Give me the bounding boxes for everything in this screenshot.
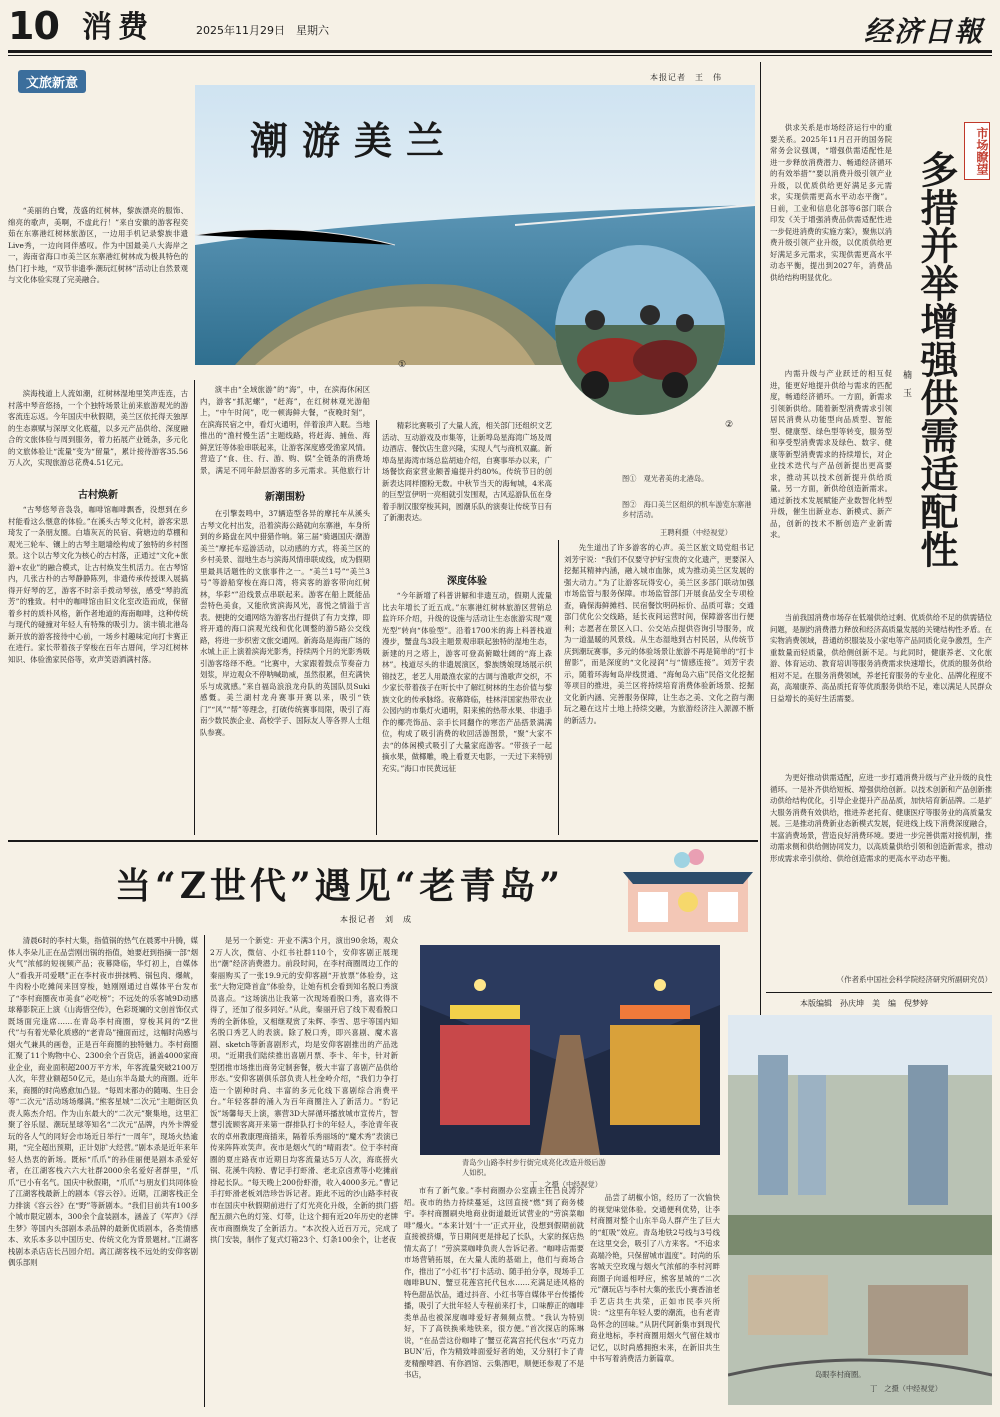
story1-subhead-3: 深度体验 bbox=[447, 576, 487, 587]
story1-subhead-2: 新潮围粉 bbox=[265, 492, 305, 503]
sidebar-para-4: 为更好推动供需适配，应进一步打通消费升级与产业升级的良性循环。一是补齐供给短板、增强供给创新。以技术创新和产品创新推动供给结构优化，引导企业提升产品品质，加快培育新品牌。二是扩大服务消费有效供给，推进养老托育、健康医疗等服务业的高质量发展。三是推动消费新业态新模式发展，促进线上线下消费深度融合，丰富消费场景，营造良好消费环境。要进一步完善供需对接机制，推动需求侧和供给侧协同发力，以高质量供给引领和创造新需求，推动形成需求牵引供给、供给创造需求的更高水平动态平衡。 bbox=[770, 773, 992, 863]
sidebar-para-1: 供求关系是市场经济运行中的重要关系。2025年11月召开的国务院常务会议强调，“增强供需适配性是进一步释放消费潜力、畅通经济循环的有效举措”“要以消费升级引领产业升级，以优质供给更好满足多元需求，实现供需更高水平动态平衡”。日前，工业和信息化部等6部门联合印发《关于增强消费品供需适配性进一步促进消费的实施方案》，聚焦以消费升级引领产业升级，以优质供给更好满足多元需求，实现供需更高水平动态平衡，提出到2027年，消费品供给结构明显优化。 bbox=[770, 123, 892, 282]
photo2-caption: 图② 海口美兰区组织的机车游览东寨港乡村活动。 bbox=[622, 500, 752, 519]
sidebar-tag: 市场瞭望 bbox=[964, 122, 990, 180]
story1-col3-body: “今年新增了科普讲解和非遗互动，假期人流量比去年增长了近五成。”东寨港红树林旅游区营销总监许环介绍，升级的设施与活动让生态旅游实现“观光型”转向“体验型”。沿着1700米的海上科普栈道漫步，蟹盘鸟3段主题景观串联起独特的湿地生态，新建的月之塔上，游客可登高俯瞰壮阔的“海上森林”。栈道尽头的非遗展演区，黎族绣娘现场展示织锦技艺，老艺人用最渔农家的古调与渔歌声交织，不少家长带着孩子在听长中了解红树林的生态价值与黎族文化的传承脉络。夜幕降临，桂林洋国家热带农业公园内的市集灯火通明，阳来熊的热带水果、非遗手作的椰壳饰品、亲手长同翻作的寒峦产品搭景满满位，构成了吸引消费的收回活游图景，“聚”大家不去“的体闲模式吸引了大量家庭游客。“带孩子一起摘水果，做椰雕，晚上看夏天电影，一天过下来特别充实。”海口市民黄远征 bbox=[382, 591, 552, 773]
col-divider bbox=[194, 380, 195, 835]
aerial-caption: 岛眼李村商圈。 bbox=[815, 1370, 866, 1379]
header-rule bbox=[8, 50, 992, 53]
page-number: 10 bbox=[8, 4, 59, 48]
story1-title: 潮游美兰 bbox=[250, 118, 459, 163]
issue-date: 2025年11月29日 星期六 bbox=[196, 24, 329, 37]
photo2-label: ② bbox=[725, 420, 734, 430]
story2-byline: 本报记者 刘 成 bbox=[340, 915, 412, 924]
section-title: 消费 bbox=[82, 10, 154, 45]
story1-intro: “美丽的白鹭，茂盛的红树林，黎族漂亮的服饰、绵亮的歌声，美啊，不虚此行！”来自安徽的游客程奕茹在东寨港红树林旅游区，一边用手机记录黎族非遗Live秀，一边向同伴感叹。作为中国最美八大海岸之一，海南省海口市美兰区东寨港红树林成为极具特色的热门打卡地，“双节非遗季·潮玩红树林”活动让自然景观与文化体验实现了完美融合。 bbox=[8, 206, 188, 284]
story1-col1-body: “古琴悠琴音袅袅，咖啡馆咖啡飘香，没想到在乡村能看这么惬意的体验。”在溪头古琴文化村，游客宋思琦发了一条朋友圈。白墙灰瓦的民宿、荷塘边的草棚和观光三轮车、镶上的古琴主题墙绘构成了独特的乡村图景。这个以古琴文化为核心的古村落，正通过“文化+旅游+农业”的融合模式，让古村焕发生机活力。在古琴馆内，几张古朴的古琴静静陈列，非遗传承传授课入展搞得开好琴的艺，游客不时亲手拨动琴弦，感受“琴韵流芳”的雅致。村中的咖啡馆由旧文化室改造而成，保留着乡村的质朴风格，新作者地道的海南咖啡，这种传统与现代的碰撞对年轻人有特殊的吸引力。演丰镇北港岛新开放的游客接待中心前，一场乡村趣味定向打卡赛正在进行。家长带着孩子穿梭在百年古厝间，学习红树林知识、体验渔家民俗等，欢声笑语洒满村落。 bbox=[8, 505, 188, 664]
newspaper-logo: 经济日報 bbox=[863, 15, 984, 48]
photo-credit: 王聘利摄（中经视觉） bbox=[660, 528, 732, 537]
photo-licun-aerial bbox=[728, 1015, 992, 1405]
story2-col4: 品尝了胡椒小馆，经历了一次愉快的视觉味觉体验。交通便利优势，让李村商圈对整个山东半岛人群产生了巨大的“虹吸”效应。青岛地铁2号线与3号线在这里交会，吸引了八方来客。“不追求高端冷艳，只保留城市温度”。时尚的乐客城天空玫瑰与烟火气浓郁的李村河畔商圈子向遥相呼应，熊客星城的“二次元”潮玩店与李村大集的张氏小赛香油老手艺店共生共荣，正如市民李兴所说：“这里有年轻人要的潮流，也有老青岛怀念的回味。”从阴代阿新集市到现代商业地标，李村商圈用烟火气留住城市记忆，以时尚感拥抱未来，在新旧共生中书写着消费活力新篇章。 bbox=[590, 1193, 720, 1363]
photo1-caption: 图① 观光者美的北港岛。 bbox=[622, 474, 709, 483]
sidebar-divider bbox=[760, 62, 761, 1067]
sidebar-para-2: 内需升级与产业跃迁的相互促进，能更好地提升供给与需求的匹配度，畅通经济循环。一方面，新需求引领新供给。随着新型消费需求引领居民消费从功能型向品质型、智能型、健康型、绿色型等转变，服务型和享受型消费需求及绿色、数字、健康等新型消费需求的持续增长，对企业技术迭代与产品创新提出更高要求，推动其以技术创新提升供给质量。另一方面，新供给创造新需求。通过新技术发展赋能产业数智化转型升级，催生出新业态、新模式、新产品，创新的技术不断创造产业新需求。 bbox=[770, 369, 892, 539]
sidebar-author: 楠 玉 bbox=[901, 370, 911, 397]
header-rule-thin bbox=[8, 55, 992, 56]
sidebar-author-note: （作者系中国社会科学院经济研究所副研究员） bbox=[836, 975, 992, 984]
col-divider bbox=[204, 935, 205, 1407]
sidebar-title: 多措并举增强供需适配性 bbox=[914, 150, 959, 568]
story1-byline: 本报记者 王 伟 bbox=[650, 73, 722, 82]
col-divider bbox=[558, 540, 559, 835]
photo-night-market bbox=[420, 945, 720, 1155]
column-tag: 文旅新意 bbox=[18, 70, 86, 93]
story1-subhead-1: 古村焕新 bbox=[78, 490, 118, 501]
aerial-credit: 丁 之摄（中经视觉） bbox=[870, 1384, 942, 1393]
story1-col2-body: 在引擎轰鸣中，37辆造型各异的摩托车从溪头古琴文化村出发，沿着滨海公路就向东寨港，车身所到的乡路盘在风中猎猎作响。第三届“骑遇国庆·潮游美兰”摩托车巡游活动，以动感的方式，将美兰区的乡村美景、湿地生态与滨海风情串联成线，成为假期里最具话题性的文旅事件之一。“美兰1号”“美兰3号”等游船穿梭在海口湾，将宾客的游客带向红树林，华彩“”沿线景点串联起来。游客在船上既能品尝特色美食，又能欣赏滨海风光，喜悦之情溢于言表。便捷的交通网络为游客出行提供了有力支撑，即将开通的海口滨观光线和优化调整的游5路公交线路，将进一步织密文旅交通网。新海岛是海南广场的水城上正上演着滨海光影秀，持续两个月的光影秀吸引游客络绎不绝。“比赛中，大家跟着鼓点节奏奋力划浆，岸边观众不停呐喊助威，虽然很累，但充满快乐与成就感。”来自福岛浪浪龙舟队的英国队员Suki感慨。美兰湖村龙舟赛事开赛以来，吸引“铁门”“风”“帮”等理念，打破传统赛事局限，吸引了海南少数民族企业、高校学子、国际友人等各界人士组队参赛。 bbox=[200, 509, 370, 737]
night-market-credit: 丁 之摄（中经视觉） bbox=[530, 1180, 602, 1189]
story1-col4-body: 先生道出了许多游客的心声。美兰区旅文局党组书记刘芳宇说：“我们不仅要守护好宝贵的文化遗产，更要深入挖掘其精神内涵，融入城市血脉，成为推动美兰区发展的强大动力。”为了让游客玩得安心，美兰区多部门联动加强市场监管与服务保障。市场监管部门开展食品安全专项检查，确保海鲜摊档、民宿餐饮明码标价、品质可靠；交通部门优化公交线路，延长夜间运营时间，保障游客出行便利；志愿者在景区入口、公交站点提供咨询引导服务，成为一道温暖的风景线。从生态湿地到古村民居，从传统节庆到潮玩赛事，多元的体验场景让旅游不再是简单的“打卡留影”，而是深度的“文化浸润”与“情感连接”。刘芳宇表示，随着环海甸岛岸线贯通、“海甸岛六庙”民俗文化挖掘等项目的推进，美兰区将持续培育消费体验新场景、挖掘文化新内涵、完善服务保障，让生态之美、文化之韵与潮玩之趣在这片土地上持续交融，为旅游经济注入源源不断的新活力。 bbox=[564, 543, 754, 725]
photo-motorcycle-tour bbox=[555, 245, 725, 415]
story2-col3: 市有了新气象。”李村商圈办公室副主任吕良涛介绍。夜市的热力持续蔓延，这回直接“燃”到了商务楼宇。李村商圈刷央地商业街道最近试营业的“劳滨菜咖啡”爆火。“本来计划‘十一’正式开业，没想到假期前就直接被挤爆，节日期间更是排起了长队，大家的探店热情太高了！”劳滨菜咖啡负责人告诉记者。“咖啡店需要市场营销拓展，在大量人流的基础上，他们与商场合作，推出了“小红书”打卡活动、随手拍分享，现场手工咖啡BUN、蟹豆花莲宫托代包水……充满足迹风格的特色甜品饮品，通过抖音、小红书等自媒体平台传播传播，吸引了大批年轻人专程前来打卡，口味醇正的咖啡类单品也被深度咖啡爱好者频频点赞。“我认为特别好，下了高铁换乘地铁来，很方便。”首次探店的陈琳说，“在品尝这份咖啡了‘蟹豆花嵩宫托代包水’‘巧克力BUN’后，作为精致啡面爱好者的她，又分别打卡了青麦精酿啤酒、有你酒馆、云集酒吧，顺便还参观了不是书店， bbox=[404, 1186, 584, 1379]
story2-col2: 是另一个新党：开业不满3个月，演出90余场，观众2万人次，微信、小红书社群110个，安仰客剧正展现出“潮”经济消费潜力。前段时间，在李村商圈周边工作的秦丽购买了一张19.9元的安仰客剧“开放票”体验券，这张“大物定降首盒”体验券，让她有机会看到知名脱口秀演员喜点。“这场演出让我第一次现场看脱口秀，喜欢得不得了，还加了很多同好。”从此，秦丽开启了线下观看脱口秀的全新体验，又相继观赏了朱辉、李雪、思宇等国内知名脱口秀艺人的表演。除了脱口秀，即兴喜剧、魔术喜剧、sketch等新喜剧形式，均是安仰客剧推出的产品选项。“近期我们陆续推出喜剧月票、李卡、年卡，针对新型团推市场推出商务定制套餐，极大丰富了喜剧产品供给形态。”安仰客剧俱乐部负责人杜金岭介绍，“我们力争打造一个剧种时尚、丰富的多元化线下喜剧综合消费平台。”年轻客群的涌入为百年商圈注入了新活力。“豹记饭”场馨每天上演，寨营3D大屏循环播放城市宣传片，智慧引流顾客离开来第一群排队打卡的年轻人，李沧青年夜农的卓州教康理商插来，隔着乐秀丽场的“魔术秀”表演已传来阵阵欢笑声。夜市是烟火气的“晴雨表”。位于李村商圈的夏庄路夜市近期日均客流量达5万人次，海底捞火锅、花溪牛肉粉、曹记手打虾滑、老北京卤煮等小吃摊前排起长队。“每天晚上200份虾滑，收入4000多元。”曹记手打虾滑老板刘浩珍告诉记者。距此不远的沙山路李村夜市在国庆中秋假期前进行了灯光亮化升级，全新的拱门搭配五颜六色的灯笼、灯带，让这个拥有近20年历史的老牌夜市商圈焕发了全新活力。“本次投入近百万元，完成了拱门安装，制作了复式灯箱23个、灯条100余个，让老夜 bbox=[210, 936, 398, 1244]
story1-col2-top: 演丰由“全域旅游”的“海”，中，在滨海休闲区内，游客“抓泥螺”，“赶海”，在红树林观光游船上，“中午时间”，吃一顿海鲜大餐，“夜晚时刻”，在滨海民宿之中，看灯火通明，伴着浪声入眠。当地推出的“渔村慢生活”主题线路，将赶海、捕鱼、海鲜烹饪等体验串联起来，让游客深度感受渔家风情。营造了“食、住、行、游、购、娱”全链条的消费场景，满足不同年龄层游客的多元需求。其他旅行计 bbox=[200, 385, 370, 475]
story1-para2: 滨海栈道上人流如潮，红树林湿地里笑声连连，古村落中琴音悠扬，一个个独特场景让前来旅游观光的游客流连忘返。今年国庆中秋假期，美兰区依托得天独厚的生态禀赋与深厚文化底蕴，以多元产品供给、深度融合的文旅体验与周到服务，着力拓展产业链条，多元化的文旅体验让“流量”变为“留量”，累计接待游客35.56万人次，实现旅游总花费4.51亿元。 bbox=[8, 389, 188, 467]
night-market-caption: 青岛少山路李村步行街完成亮化改造升级后游人如织。 bbox=[462, 1158, 606, 1177]
col-divider bbox=[376, 420, 377, 835]
story1-col3-top: 精彩比赛吸引了大量人流，相关部门还组织文艺活动、互动游戏及市集等，让新埠岛星海湾广场及周边酒店、餐饮店生意兴隆，实现人气与商机双赢。新埠岛星海湾市场总监胡迪介绍，自赛事举办以来，广场餐饮商家营业额普遍提升约80%。传统节日的创新表达同样圈粉无数。中秋节当天的海甸城，4米高的巨型宣伊明一亮相就引发围观，古风巡游队伍在身着手制汉服穿梭其间，圆潮乐队的演奏让传统节日有了新潮表达。 bbox=[382, 421, 552, 522]
footer-credits: 本版编辑 孙庆坤 美 编 倪梦婷 bbox=[800, 999, 928, 1008]
story2-col1: 清晨6时的李村大集，指值锅的热气在晨雾中升腾，媒体人李朵儿正在品尝刚出锅的指值，她要赶到指摘一部“烟火气”浓郁的短视频产品；夜幕降临，华灯初上，自媒体人“看我开司爱喂”正在李村夜市拼抹鸭、锅包肉、爆鱿，牛肉粉小吃摊间来回穿梭，她刚刚通过自媒体平台发布了“李村商圈夜市美食”必吃榜”；不远处的乐客城9D动感球幕影院正上演《山海惜空传》，色彩斑斓的文创首饰仅式既场面完逢席……在青岛李村商圈，穿梭其间的“Z世代”与有着光晕化质感的“老青岛”撞面而过，这幅时尚感与烟火气兼具的画卷，正是百年商圈的独特魅力。李村商圈汇聚了11个购物中心、2300余个百货店，涵盖4000家商业企业，商业面积超200万平方米，年客流量突破2100万人次，年营业额超50亿元，是山东半岛最大的商圈。近年来，商圈的时尚感愈加凸显。“每周末都办的随喝、生日会等“二次元”活动场场爆满。”熊客星城“二次元”主题街区负责人陈杰介绍。作为山东最大的“二次元”聚集地，这里汇聚了谷乐屋、潮玩星球等知名“二次元”品牌，内外卡牌爱玩的各人气的同好会市场近日举行“一周年”，现场火热逾期，“完全超出预期，正计划扩大经营。”剧本杀是近年来年轻人热衷的新场。既标“爪爪”的孙佳丽便是剧本杀爱好者，在江湖客栈六六大社群2000余名爱好者群里，“爪爪”已小有名气。国庆中秋假期，“爪爪”与朋友们共同体验了江湖客栈最新上的剧本《容云谷》。近期，江湖客栈正全力排演《容云谷》在“野”等新剧本。“我们目前共有100多个城市限定剧本，300余个盒装剧本，涵盖了《军声》《浮生梦》等国内头部剧本杀品牌的最新优质剧本，各类情感本、欢乐本多以中国历史、传统文化为背景题材。”江湖客栈剧本杀店店长吕园介绍。离江湖客栈不远处的安仰客剧偶乐部则 bbox=[8, 936, 198, 1267]
sidebar-para-3: 当前我国消费市场存在低端供给过剩、优质供给不足的供需错位问题，是制约消费潜力释放和经济高质量发展的关键结构性矛盾。在实物消费领域，普通纺织服装及小家电等产品同质化竞争激烈，生产重数量而轻质量，供给侧创新不足。与此同时，健康养老、文化旅游、体育运动、教育培训等服务消费需求快速增长，优质的服务供给相对不足。在服务消费领域，养老托育服务的专业化、品牌化程度不高，高端康养、高品质托育等优质服务供给不足，难以满足人民群众日益增长的美好生活需要。 bbox=[770, 613, 992, 703]
photo1-label: ① bbox=[398, 360, 407, 370]
story2-title: 当“Z世代”遇见“老青岛” bbox=[115, 865, 565, 907]
sidebar-rule bbox=[766, 992, 992, 993]
illustration-market-stall bbox=[618, 842, 758, 934]
